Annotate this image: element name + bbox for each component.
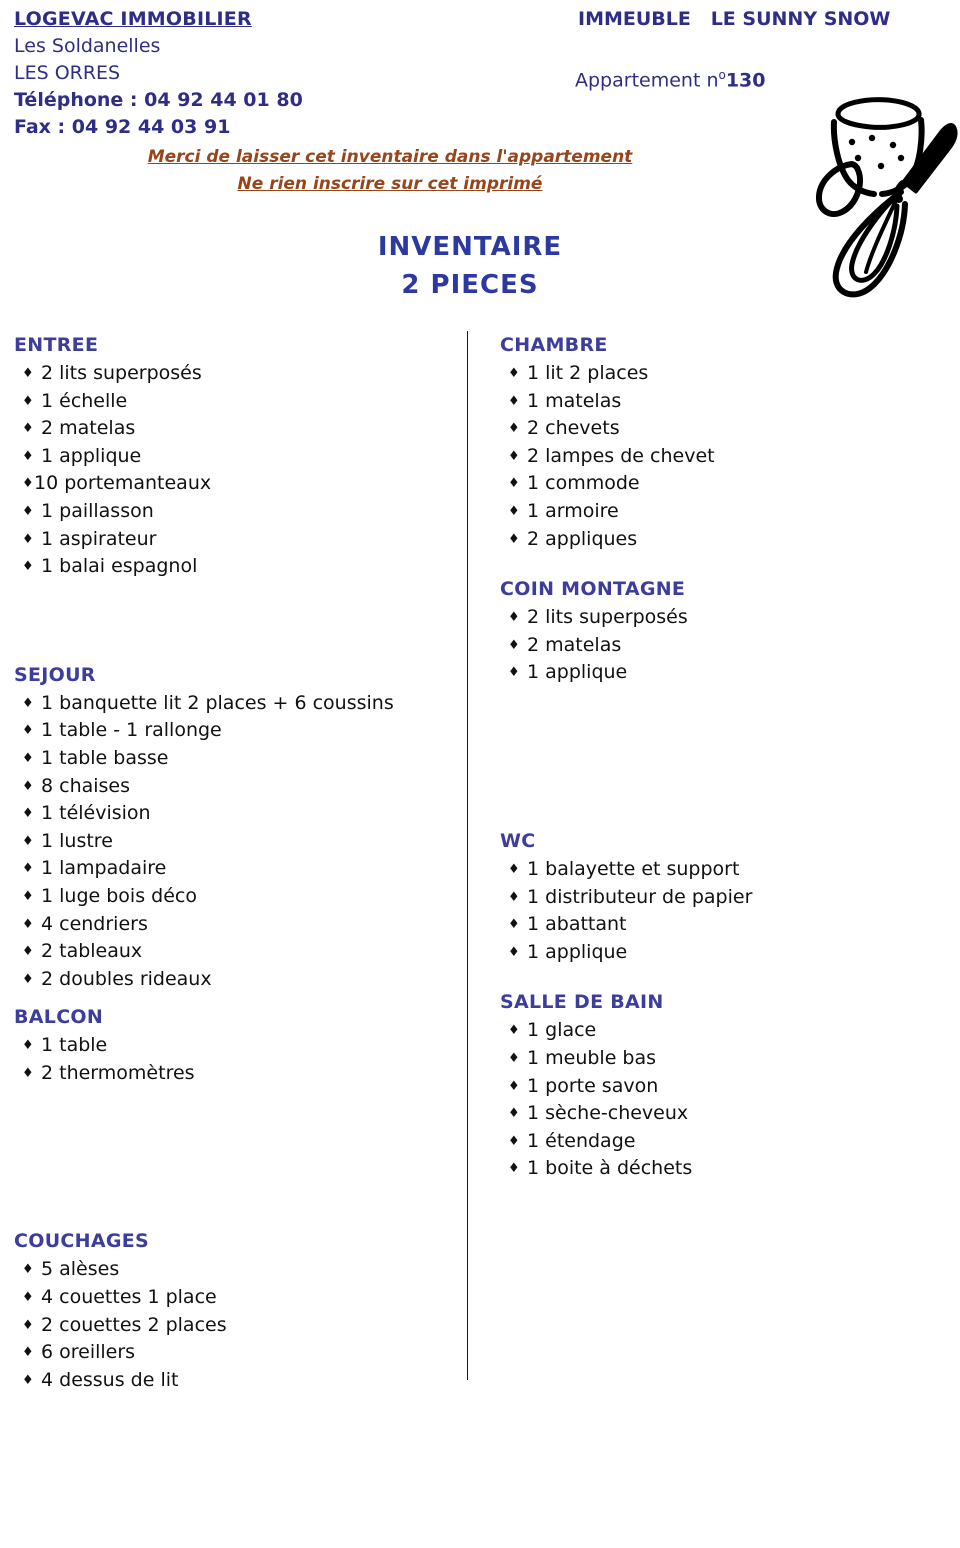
list-item-label: 1 table basse xyxy=(41,746,169,769)
bullet-icon: ♦ xyxy=(508,610,520,626)
list-item-label: 2 appliques xyxy=(527,527,638,550)
item-list-couchages xyxy=(14,1256,454,1394)
list-item xyxy=(14,938,454,966)
list-item-label: 2 lits superposés xyxy=(41,362,202,384)
bullet-icon: ♦ xyxy=(22,750,34,766)
section-title-wc: WC xyxy=(500,829,536,852)
bullet-icon: ♦ xyxy=(22,1345,34,1361)
bullet-icon: ♦ xyxy=(508,637,520,653)
list-item xyxy=(500,884,940,912)
list-item xyxy=(14,1367,454,1395)
list-item-label: 1 aspirateur xyxy=(41,527,157,550)
list-item-label: 1 échelle xyxy=(41,389,128,412)
item-list-entree xyxy=(14,360,454,581)
bullet-icon: ♦ xyxy=(508,366,520,381)
list-item xyxy=(500,939,940,967)
bullet-icon: ♦ xyxy=(22,559,34,575)
list-item-label: 1 lustre xyxy=(41,829,113,852)
apartment-number-line xyxy=(470,60,900,95)
bullet-icon: ♦ xyxy=(508,1106,520,1122)
item-list-chambre xyxy=(500,360,940,553)
document-header xyxy=(0,0,960,330)
section-sejour xyxy=(14,661,454,994)
list-item-label: 1 commode xyxy=(527,472,640,495)
agency-phone: Téléphone : 04 92 44 01 80 xyxy=(14,89,303,111)
list-item xyxy=(14,855,454,883)
list-item xyxy=(14,800,454,828)
list-item-label: 5 alèses xyxy=(41,1258,120,1281)
item-list-salle-de-bain xyxy=(500,1017,940,1183)
list-item xyxy=(500,1100,940,1128)
list-item xyxy=(500,632,940,660)
list-item xyxy=(14,1256,454,1284)
section-wc xyxy=(500,827,940,966)
bullet-icon: ♦ xyxy=(508,503,520,519)
list-item-label: 1 applique xyxy=(527,940,628,963)
section-chambre xyxy=(500,331,940,553)
bullet-icon: ♦ xyxy=(22,888,34,904)
section-salle-de-bain xyxy=(500,988,940,1183)
item-list-sejour xyxy=(14,690,454,994)
bullet-icon: ♦ xyxy=(22,916,34,932)
list-item xyxy=(500,526,940,554)
notice-line-1-wrap xyxy=(0,144,780,171)
list-item xyxy=(14,717,454,745)
bullet-icon: ♦ xyxy=(508,1023,520,1039)
apartment-number: 130 xyxy=(725,69,766,92)
list-item xyxy=(500,856,940,884)
apartment-label: Appartement n xyxy=(575,69,719,92)
list-item-label: 1 applique xyxy=(527,661,628,684)
building-block xyxy=(470,4,900,95)
list-item-label: 1 balai espagnol xyxy=(41,555,198,578)
list-item-label: 2 thermomètres xyxy=(41,1061,195,1084)
list-item xyxy=(500,1017,940,1045)
bullet-icon: ♦ xyxy=(22,944,34,960)
list-item-label: 8 chaises xyxy=(41,774,131,797)
section-title-salle-de-bain: SALLE DE BAIN xyxy=(500,991,664,1014)
list-item-label: 1 luge bois déco xyxy=(41,884,197,907)
list-item-label: 1 glace xyxy=(527,1019,597,1042)
list-item xyxy=(14,1284,454,1312)
list-item xyxy=(500,659,940,687)
bullet-icon: ♦ xyxy=(508,1050,520,1066)
notice-line-1: Merci de laisser cet inventaire dans l'appartement xyxy=(147,147,633,167)
list-item xyxy=(500,1128,940,1156)
bullet-icon: ♦ xyxy=(508,393,520,409)
bullet-icon: ♦ xyxy=(508,889,520,905)
spacer xyxy=(14,1087,454,1227)
column-divider xyxy=(467,331,468,1380)
bullet-icon: ♦ xyxy=(508,421,520,437)
list-item-label: 1 sèche-cheveux xyxy=(527,1102,689,1125)
bullet-icon: ♦ xyxy=(22,1038,34,1054)
list-item xyxy=(500,1073,940,1101)
list-item xyxy=(14,911,454,939)
bullet-icon: ♦ xyxy=(22,393,34,409)
bullet-icon: ♦ xyxy=(22,1065,34,1081)
bullet-icon: ♦ xyxy=(22,833,34,849)
bullet-icon: ♦ xyxy=(508,944,520,960)
section-title-balcon: BALCON xyxy=(14,1006,104,1029)
list-item xyxy=(14,443,454,471)
list-item-label: 2 lampes de chevet xyxy=(527,444,715,467)
agency-address-line-2: LES ORRES xyxy=(14,62,121,84)
item-list-wc xyxy=(500,856,940,966)
list-item-label: 2 couettes 2 places xyxy=(41,1313,227,1336)
page-title-line-2: 2 PIECES xyxy=(401,270,539,300)
list-item xyxy=(14,828,454,856)
agency-name: LOGEVAC IMMOBILIER xyxy=(14,8,252,30)
bullet-icon: ♦ xyxy=(22,1372,34,1388)
bullet-icon: ♦ xyxy=(22,366,34,381)
list-item-label: 1 applique xyxy=(41,444,142,467)
bullet-icon: ♦ xyxy=(508,861,520,877)
bullet-icon: ♦ xyxy=(22,806,34,822)
whisk-and-bowl-icon xyxy=(808,92,960,304)
list-item xyxy=(14,553,454,581)
list-item-label: 1 lampadaire xyxy=(41,857,167,880)
list-item-label: 1 porte savon xyxy=(527,1074,659,1097)
bullet-icon: ♦ xyxy=(22,1262,34,1278)
list-item xyxy=(14,690,454,718)
bullet-icon: ♦ xyxy=(22,723,34,739)
section-entree xyxy=(14,331,454,581)
bullet-icon: ♦ xyxy=(22,971,34,987)
page-title-line-1: INVENTAIRE xyxy=(377,232,563,262)
list-item-label: 1 télévision xyxy=(41,802,151,825)
page-title xyxy=(0,228,940,304)
bullet-icon: ♦ xyxy=(22,778,34,794)
list-item xyxy=(14,966,454,994)
bullet-icon: ♦ xyxy=(22,503,34,519)
list-item-label: 4 dessus de lit xyxy=(41,1368,179,1391)
right-column xyxy=(500,331,940,1183)
spacer xyxy=(14,581,454,661)
item-list-coin-montagne xyxy=(500,604,940,687)
list-item-label: 1 table xyxy=(41,1034,108,1057)
bullet-icon: ♦ xyxy=(508,531,520,547)
bullet-icon: ♦ xyxy=(22,448,34,464)
list-item xyxy=(500,911,940,939)
notice-line-2: Ne rien inscrire sur cet imprimé xyxy=(237,174,543,194)
list-item xyxy=(500,1155,940,1183)
list-item xyxy=(500,498,940,526)
list-item xyxy=(14,360,454,388)
list-item-label: 1 balayette et support xyxy=(527,857,740,880)
bullet-icon: ♦ xyxy=(508,1161,520,1177)
bullet-icon: ♦ xyxy=(22,1317,34,1333)
notice-block xyxy=(0,144,780,198)
bullet-icon: ♦ xyxy=(22,531,34,547)
list-item-label: 4 cendriers xyxy=(41,912,148,935)
list-item xyxy=(500,604,940,632)
bullet-icon: ♦ xyxy=(22,476,34,492)
section-balcon xyxy=(14,1003,454,1087)
list-item xyxy=(500,388,940,416)
list-item-label: 2 matelas xyxy=(41,417,136,440)
bullet-icon: ♦ xyxy=(22,861,34,877)
item-list-balcon xyxy=(14,1032,454,1087)
list-item-label: 1 paillasson xyxy=(41,499,154,522)
list-item xyxy=(500,1045,940,1073)
section-title-chambre: CHAMBRE xyxy=(500,334,608,356)
bullet-icon: ♦ xyxy=(508,1078,520,1094)
list-item-label: 2 lits superposés xyxy=(527,606,688,629)
list-item-label: 1 armoire xyxy=(527,499,619,522)
list-item-label: 2 matelas xyxy=(527,633,622,656)
list-item-label: 1 boite à déchets xyxy=(527,1157,693,1180)
bullet-icon: ♦ xyxy=(508,448,520,464)
list-item-label: 1 meuble bas xyxy=(527,1046,657,1069)
bullet-icon: ♦ xyxy=(508,917,520,933)
list-item xyxy=(14,526,454,554)
list-item-label: 2 tableaux xyxy=(41,940,143,963)
bullet-icon: ♦ xyxy=(22,695,34,711)
section-title-couchages: COUCHAGES xyxy=(14,1230,150,1253)
list-item xyxy=(14,1060,454,1088)
agency-address-line-1: Les Soldanelles xyxy=(14,35,161,57)
building-name: IMMEUBLE LE SUNNY SNOW xyxy=(578,8,891,30)
list-item-label: 4 couettes 1 place xyxy=(41,1286,217,1309)
section-couchages xyxy=(14,1227,454,1394)
list-item xyxy=(500,470,940,498)
spacer xyxy=(500,966,940,988)
spacer xyxy=(14,993,454,1003)
list-item-label: 1 distributeur de papier xyxy=(527,885,753,908)
list-item xyxy=(500,360,940,388)
bullet-icon: ♦ xyxy=(508,476,520,492)
list-item xyxy=(14,745,454,773)
section-title-entree: ENTREE xyxy=(14,334,99,356)
list-item-label: 2 doubles rideaux xyxy=(41,967,212,990)
spacer xyxy=(500,553,940,575)
list-item-label: 1 lit 2 places xyxy=(527,362,649,384)
bullet-icon: ♦ xyxy=(22,1290,34,1306)
spacer xyxy=(500,687,940,827)
list-item xyxy=(14,470,454,498)
list-item xyxy=(14,415,454,443)
section-title-coin-montagne: COIN MONTAGNE xyxy=(500,578,686,601)
list-item-label: 1 banquette lit 2 places + 6 coussins xyxy=(41,691,394,714)
section-title-sejour: SEJOUR xyxy=(14,663,96,686)
bullet-icon: ♦ xyxy=(508,665,520,681)
left-column xyxy=(14,331,454,1394)
list-item xyxy=(14,498,454,526)
notice-line-2-wrap xyxy=(0,171,780,198)
list-item xyxy=(14,388,454,416)
bullet-icon: ♦ xyxy=(508,1133,520,1149)
list-item xyxy=(14,1339,454,1367)
list-item-label: 1 table - 1 rallonge xyxy=(41,719,222,742)
list-item xyxy=(14,883,454,911)
list-item-label: 1 matelas xyxy=(527,389,622,412)
agency-fax: Fax : 04 92 44 03 91 xyxy=(14,116,231,138)
list-item-label: 6 oreillers xyxy=(41,1341,136,1364)
list-item-label: 1 abattant xyxy=(527,913,627,936)
list-item xyxy=(500,415,940,443)
list-item-label: 2 chevets xyxy=(527,417,620,440)
list-item xyxy=(500,443,940,471)
list-item xyxy=(14,773,454,801)
apartment-ordinal-superscript: o xyxy=(718,68,726,82)
bullet-icon: ♦ xyxy=(22,421,34,437)
list-item-label: 10 portemanteaux xyxy=(34,472,212,495)
list-item xyxy=(14,1032,454,1060)
section-coin-montagne xyxy=(500,575,940,687)
agency-block xyxy=(14,6,454,141)
list-item xyxy=(14,1312,454,1340)
list-item-label: 1 étendage xyxy=(527,1129,636,1152)
